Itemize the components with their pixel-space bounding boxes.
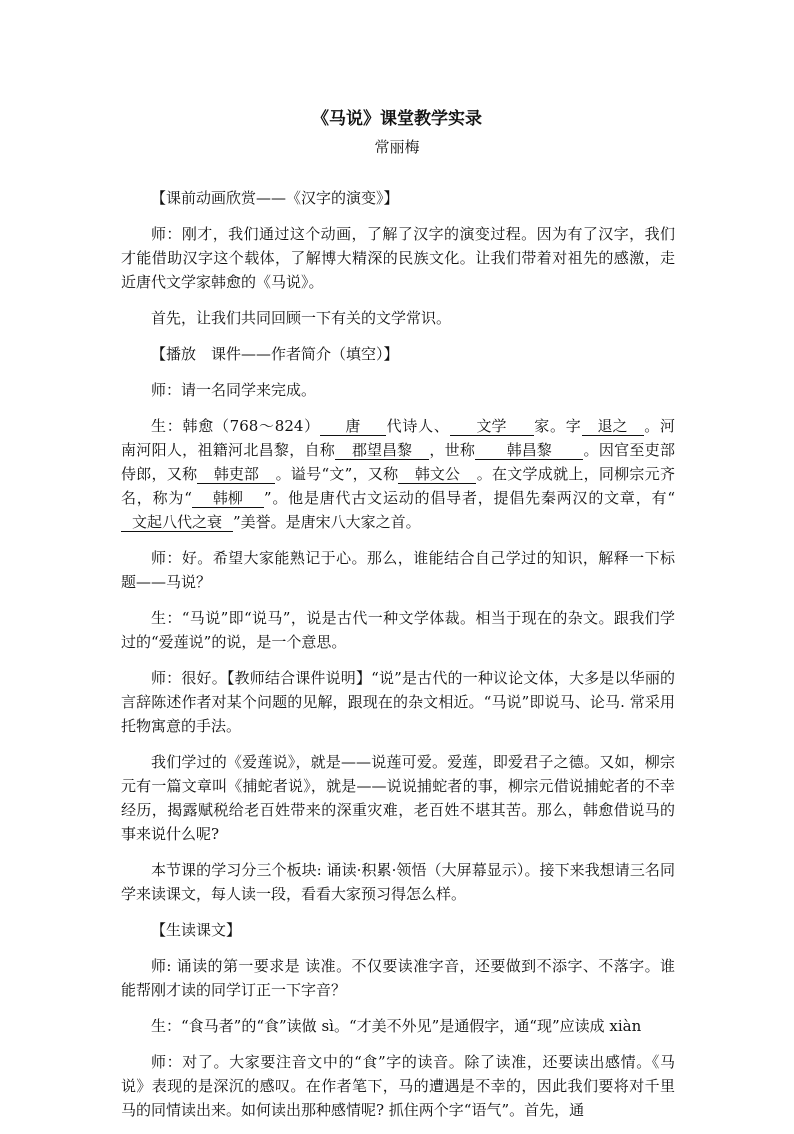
text-run: 。谥号“文”，又称 [275,465,399,483]
paragraph: 师：很好。【教师结合课件说明】“说”是古代的一种议论文体，大多是以华丽的言辞陈述作者对某个问题的见解，跟现在的杂文相近。“马说”即说马、论马. 常采用托物寓意的手法。 [121,669,675,735]
paragraph: 师：好。希望大家能熟记于心。那么，谁能结合自己学过的知识，解释一下标题——马说？ [121,549,675,591]
section-heading-animation: 【课前动画欣赏——《汉字的演变》】 [151,189,399,207]
answer-blank-paired-name: 韩柳 [192,489,264,508]
text-run: ，世称 [429,441,476,459]
paragraph: 生：“食马者”的“食”读做 sì。“才美不外见”是通假字，通“现”应读成 xiàn [151,1017,642,1035]
answer-blank-posthumous-name: 韩文公 [398,465,476,484]
paragraph: 生：“马说”即“说马”，说是古代一种文学体裁。相当于现在的杂文。跟我们学过的“爱莲说”的说，是一个意思。 [121,609,675,651]
text-run: ”。他是唐代古文运动的倡导者，提倡先秦两汉的文章，有“ [263,489,676,507]
answer-blank-praise: 文起八代之衰 [121,513,233,532]
document-author: 常丽梅 [374,138,420,156]
paragraph: 本节课的学习分三个板块: 诵读·积累·领悟（大屏幕显示）。接下来我想请三名同学来读课文，每人读一段，看看大家预习得怎么样。 [121,861,675,903]
document-body [121,186,675,1134]
answer-blank-office-title: 韩吏部 [197,465,275,484]
text-run: ”美誉。是唐宋八大家之首。 [233,513,421,531]
text-run: 。在文学成就上，同柳宗元齐名，称为“ [121,465,675,507]
text-run: 家。字 [533,417,582,435]
answer-blank-role: 文学 [450,417,534,436]
paragraph: 师：刚才，我们通过这个动画，了解了汉字的演变过程。因为有了汉字，我们才能借助汉字这个载体，了解博大精深的民族文化。让我们带着对祖先的感激，走近唐代文学家韩愈的《马说》。 [121,225,675,291]
answer-blank-courtesy-name: 退之 [582,417,644,436]
answer-blank-known-as: 韩昌黎 [475,441,583,460]
section-heading-reading: 【生读课文】 [151,921,242,939]
text-run: 。河南河阳人，祖籍河北昌黎，自称 [121,417,675,459]
answer-blank-dynasty: 唐 [320,417,386,436]
text-run: 。因官至吏部侍郎，又称 [121,441,675,483]
paragraph: 师：请一名同学来完成。 [151,381,317,399]
fill-in-paragraph [121,414,675,534]
paragraph: 首先，让我们共同回顾一下有关的文学常识。 [151,309,452,327]
section-heading-courseware: 【播放 课件——作者简介（填空）】 [151,345,399,363]
document-title: 《马说》课堂教学实录 [312,109,482,129]
paragraph: 我们学过的《爱莲说》，就是——说莲可爱。爱莲，即爱君子之德。又如，柳宗元有一篇文章叫《捕蛇者说》，就是——说说捕蛇者的事，柳宗元借说捕蛇者的不幸经历，揭露赋税给老百姓带来的深重灾难，老百姓不堪其苦。那么，韩愈借说马的事来说什么呢? [121,753,675,843]
paragraph: 师: 诵读的第一要求是 读准。不仅要读准字音，还要做到不添字、不落字。谁能帮刚才读的同学订正一下字音？ [121,957,675,999]
text-run: 生：韩愈（768～824） [151,417,320,435]
answer-blank-self-title: 郡望昌黎 [335,441,429,460]
paragraph: 师：对了。大家要注音文中的“食”字的读音。除了读准，还要读出感情。《马说》表现的是深沉的感叹。在作者笔下，马的遭遇是不幸的，因此我们要将对千里马的同情读出来。如何读出那种感情呢? 抓住两个字“语气”。首先，通 [121,1053,675,1119]
text-run: 代诗人、 [385,417,450,435]
